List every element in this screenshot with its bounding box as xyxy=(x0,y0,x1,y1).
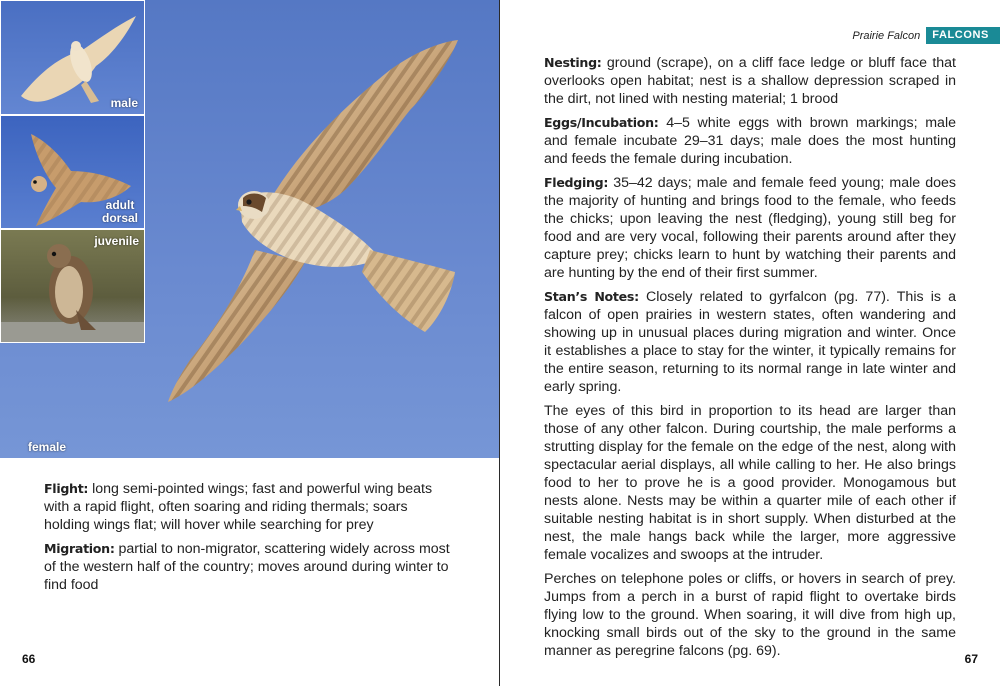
nesting-paragraph xyxy=(544,54,956,108)
species-name: Prairie Falcon xyxy=(852,29,921,42)
fledging-paragraph xyxy=(544,174,956,282)
right-page-text xyxy=(544,54,956,666)
juvenile-inset-photo xyxy=(0,229,145,343)
male-inset-photo xyxy=(0,0,145,115)
flight-paragraph xyxy=(44,480,456,534)
perches-paragraph: Perches on telephone poles or cliffs, or hovers in search of prey. Jumps from a perch in a burst of rapid flight to overtake birds flying low to the ground. When soaring, it will dive from high up, knocking small birds out of the sky to the ground in the same manner as peregrine falcons (pg. 69). xyxy=(544,571,956,659)
left-page-text xyxy=(44,480,456,600)
adult-label: adult xyxy=(105,198,135,212)
page-number-right: 67 xyxy=(964,652,978,666)
juvenile-label: juvenile xyxy=(94,234,139,248)
page-number-left: 66 xyxy=(22,652,36,666)
female-label: female xyxy=(28,440,67,454)
notes-term: Stan’s Notes: xyxy=(544,289,639,304)
adult-dorsal-inset-photo xyxy=(0,115,145,229)
nesting-term: Nesting: xyxy=(544,55,602,70)
running-header xyxy=(852,27,1000,44)
nesting-text: ground (scrape), on a cliff face ledge or bluff face that overlooks open habitat; nest is a shallow depression scraped in the dirt, not lined with nesting material; 1 brood xyxy=(544,55,956,107)
right-page xyxy=(500,0,1000,686)
eggs-text: 4–5 white eggs with brown markings; male and female incubate 29–31 days; male does the most hunting and feeds the female during incubation. xyxy=(544,115,956,167)
eggs-term: Eggs/Incubation: xyxy=(544,115,659,130)
fledging-term: Fledging: xyxy=(544,175,609,190)
eggs-paragraph xyxy=(544,114,956,168)
notes-paragraph xyxy=(544,288,956,396)
migration-term: Migration: xyxy=(44,541,115,556)
eyes-paragraph: The eyes of this bird in proportion to its head are larger than those of any other falcon. During courtship, the male performs a strutting display for the female on the edge of the nest, along with spectacular aerial displays, all while calling to her. He also brings food to her to prove he is a good provider. Monogamous but nests alone. Nests may be within a quarter mile of each other if suitable nesting habitat is in short supply. When disturbed at the nest, the male hangs back while the larger, more aggressive female vocalizes and swoops at the intruder. xyxy=(544,403,956,563)
flight-term: Flight: xyxy=(44,481,89,496)
section-tab[interactable]: FALCONS xyxy=(926,27,1000,44)
flight-text: long semi-pointed wings; fast and powerful wing beats with a rapid flight, often soaring and riding thermals; soars holding wings flat; will hover while searching for prey xyxy=(44,481,433,533)
fledging-text: 35–42 days; male and female feed young; male does the majority of hunting and brings food to the female, who feeds the chicks; upon leaving the nest (fledging), young still beg for food and are very vocal, following their parents around after they capture prey; chicks learn to hunt by watching their parents and are hunting by the end of their first summer. xyxy=(544,175,956,281)
dorsal-label: dorsal xyxy=(101,211,138,225)
male-label: male xyxy=(110,96,138,110)
adult-dorsal-label xyxy=(102,199,138,225)
migration-text: partial to non-migrator, scattering widely across most of the western half of the country; moves around during winter to find food xyxy=(44,541,450,593)
notes-text: Closely related to gyrfalcon (pg. 77). This is a falcon of open prairies in western states, often wandering and showing up in unusual places during migration and winter. Once it establishes a place to stay for the winter, it typically remains for the entire season, returning to its normal range in late winter and early spring. xyxy=(544,289,956,395)
migration-paragraph xyxy=(44,540,456,594)
female-falcon-photo xyxy=(0,0,500,458)
